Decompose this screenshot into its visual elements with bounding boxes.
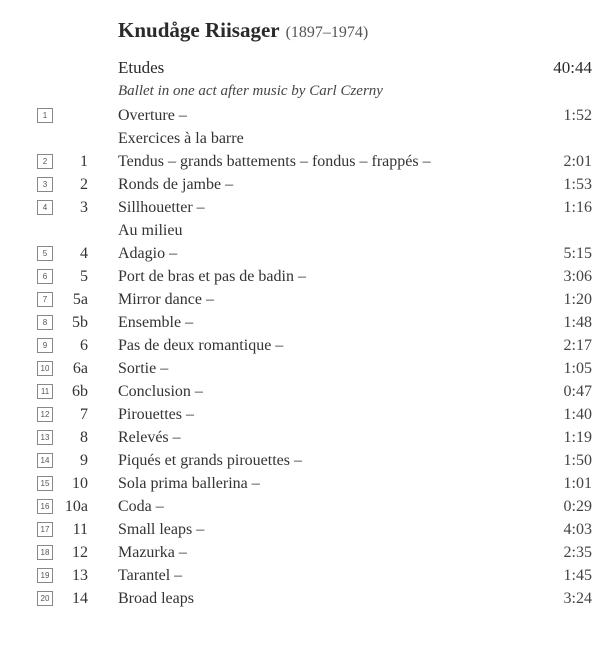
track-title: Adagio – [118, 245, 178, 262]
composer-heading [118, 18, 368, 43]
track-duration: 3:06 [563, 268, 592, 285]
track-index-box: 4 [37, 200, 53, 215]
track-row [0, 564, 600, 587]
movement-number: 5b [72, 314, 88, 331]
track-index-box: 5 [37, 246, 53, 261]
track-index-box: 14 [37, 453, 53, 468]
section-heading-row [0, 219, 600, 242]
track-title: Overture – [118, 107, 187, 124]
movement-number: 14 [72, 590, 88, 607]
movement-number: 7 [80, 406, 88, 423]
track-row [0, 426, 600, 449]
movement-number: 13 [72, 567, 88, 584]
movement-number: 2 [80, 176, 88, 193]
movement-number: 11 [72, 521, 88, 538]
track-index-box: 11 [37, 384, 53, 399]
track-duration: 1:19 [563, 429, 592, 446]
track-row [0, 265, 600, 288]
track-row [0, 541, 600, 564]
track-duration: 1:52 [563, 107, 592, 124]
track-row [0, 357, 600, 380]
track-title: Small leaps – [118, 521, 205, 538]
track-row [0, 449, 600, 472]
track-index-box: 9 [37, 338, 53, 353]
track-index-box: 2 [37, 154, 53, 169]
track-duration: 1:40 [563, 406, 592, 423]
track-duration: 1:45 [563, 567, 592, 584]
track-duration: 0:47 [563, 383, 592, 400]
track-title: Port de bras et pas de badin – [118, 268, 306, 285]
track-row [0, 472, 600, 495]
track-duration: 1:20 [563, 291, 592, 308]
track-index-box: 13 [37, 430, 53, 445]
track-row [0, 242, 600, 265]
track-title: Conclusion – [118, 383, 203, 400]
movement-number: 6 [80, 337, 88, 354]
movement-number: 1 [80, 153, 88, 170]
track-row [0, 403, 600, 426]
track-title: Mirror dance – [118, 291, 214, 308]
track-title: Mazurka – [118, 544, 187, 561]
movement-number: 10a [64, 498, 88, 515]
movement-number: 4 [80, 245, 88, 262]
track-index-box: 18 [37, 545, 53, 560]
track-index-box: 17 [37, 522, 53, 537]
track-title: Sola prima ballerina – [118, 475, 260, 492]
track-duration: 1:05 [563, 360, 592, 377]
movement-number: 6b [72, 383, 88, 400]
track-title: Tarantel – [118, 567, 183, 584]
work-header [0, 58, 600, 82]
movement-number: 8 [80, 429, 88, 446]
track-duration: 5:15 [563, 245, 592, 262]
track-duration: 1:01 [563, 475, 592, 492]
track-index-box: 10 [37, 361, 53, 376]
work-subtitle: Ballet in one act after music by Carl Czerny [118, 83, 383, 99]
track-row [0, 380, 600, 403]
track-duration: 2:17 [563, 337, 592, 354]
track-index-box: 6 [37, 269, 53, 284]
track-row [0, 518, 600, 541]
movement-number: 12 [72, 544, 88, 561]
track-row [0, 288, 600, 311]
movement-number: 10 [72, 475, 88, 492]
track-title: Tendus – grands battements – fondus – frappés – [118, 153, 431, 170]
track-row [0, 104, 600, 127]
track-title: Ronds de jambe – [118, 176, 234, 193]
movement-number: 5 [80, 268, 88, 285]
track-title: Piqués et grands pirouettes – [118, 452, 302, 469]
track-duration: 2:01 [563, 153, 592, 170]
track-index-box: 12 [37, 407, 53, 422]
track-duration: 1:50 [563, 452, 592, 469]
composer-dates: (1897–1974) [285, 24, 369, 41]
movement-number: 5a [72, 291, 88, 308]
movement-number: 3 [80, 199, 88, 216]
track-title: Sortie – [118, 360, 169, 377]
track-duration: 4:03 [563, 521, 592, 538]
track-title: Coda – [118, 498, 164, 515]
track-index-box: 1 [37, 108, 53, 123]
work-title: Etudes [118, 58, 165, 77]
track-index-box: 19 [37, 568, 53, 583]
track-title: Relevés – [118, 429, 181, 446]
track-duration: 0:29 [563, 498, 592, 515]
track-title: Sillhouetter – [118, 199, 205, 216]
track-title: Pirouettes – [118, 406, 194, 423]
track-index-box: 7 [37, 292, 53, 307]
track-duration: 2:35 [563, 544, 592, 561]
track-row [0, 587, 600, 610]
movement-number: 9 [80, 452, 88, 469]
track-row [0, 311, 600, 334]
track-index-box: 15 [37, 476, 53, 491]
work-total-duration: 40:44 [553, 58, 592, 77]
track-index-box: 16 [37, 499, 53, 514]
track-duration: 1:16 [563, 199, 592, 216]
section-title: Exercices à la barre [118, 130, 244, 147]
track-row [0, 173, 600, 196]
track-row [0, 150, 600, 173]
track-index-box: 20 [37, 591, 53, 606]
track-list [0, 104, 600, 610]
track-row [0, 334, 600, 357]
track-title: Pas de deux romantique – [118, 337, 284, 354]
track-row [0, 495, 600, 518]
track-title: Ensemble – [118, 314, 194, 331]
track-row [0, 196, 600, 219]
track-duration: 3:24 [563, 590, 592, 607]
composer-name: Knudåge Riisager [118, 18, 280, 42]
movement-number: 6a [72, 360, 88, 377]
track-index-box: 3 [37, 177, 53, 192]
track-index-box: 8 [37, 315, 53, 330]
track-duration: 1:48 [563, 314, 592, 331]
track-duration: 1:53 [563, 176, 592, 193]
section-heading-row [0, 127, 600, 150]
track-title: Broad leaps [118, 590, 194, 607]
section-title: Au milieu [118, 222, 183, 239]
